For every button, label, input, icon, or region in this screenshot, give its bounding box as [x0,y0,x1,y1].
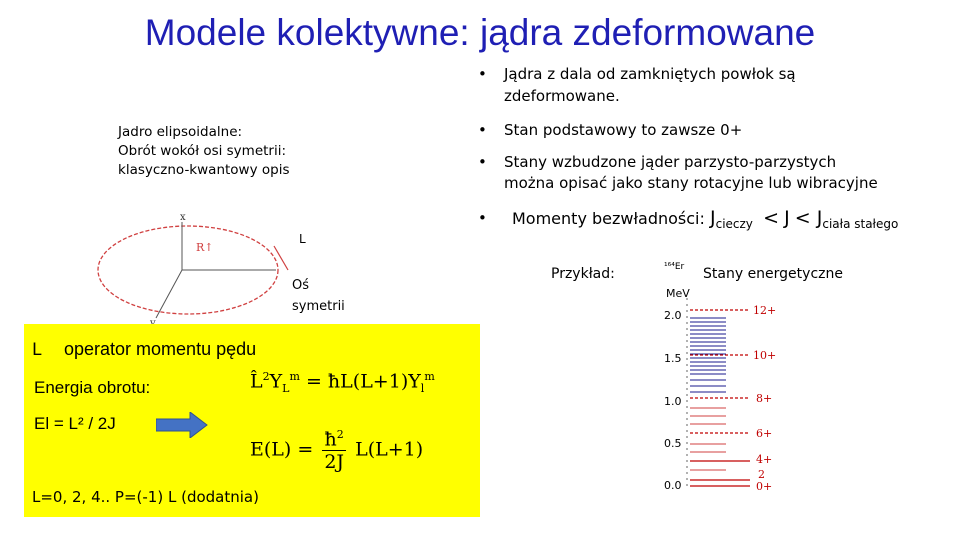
ellipsoid-diagram [96,206,356,330]
L-label: L [299,232,306,246]
moments-j2: J [784,207,790,229]
R-label: R↑ [196,241,214,254]
moments-label: Momenty bezwładności: [512,209,705,228]
spin-label: 4+ [756,453,773,466]
rotation-energy-box [24,324,480,517]
bullet-line: można opisać jako stany rotacyjne lub wibracyjne [504,174,878,192]
bullet-line: Stan podstawowy to zawsze 0+ [504,121,743,139]
note-line: Obrót wokół osi symetrii: [118,143,287,159]
right-arrow-icon [156,412,208,438]
moments-j1: J [709,207,716,229]
L-vector-line [274,246,288,270]
unit-label: MeV [666,287,690,300]
energy-level-diagram [630,258,800,498]
moments-sub1: cieczy [715,217,753,232]
axis-label-line1: Oś [292,278,310,293]
tick-label: 2.0 [664,309,682,322]
spin-label: 2 [758,468,765,481]
moments-lt1: < [763,207,779,229]
tick-label: 1.0 [664,395,682,408]
energy-equation: E(L) = $\frac{ħ^2}{2J}$ L(L+1) [250,428,424,474]
rotational-levels [690,310,750,486]
bullet-line: zdeformowane. [504,87,620,105]
x-axis-label: x [180,212,186,223]
level-lines [630,258,800,498]
note-line: Jadro elipsoidalne: [118,124,243,140]
operator-symbol: L [32,340,42,360]
bullet-line: Stany wzbudzone jąder parzysto-parzystych [504,153,837,171]
operator-text: operator momentu pędu [64,339,257,359]
moments-sub2: ciała stałego [822,217,899,232]
note-line: klasyczno-kwantowy opis [118,162,290,178]
tick-label: 1.5 [664,352,682,365]
bullet-dot: • [478,153,487,171]
energy-label: Energia obrotu: [34,378,151,397]
nucleus-note [118,123,290,180]
page-title: Modele kolektywne: jądra zdeformowane [144,12,816,53]
bullet-dot: • [478,65,487,83]
bullet-line: Jądra z dala od zamkniętych powłok są [504,65,796,83]
energy-formula: El = L² / 2J [34,414,116,433]
spin-label: 8+ [756,392,773,405]
spin-label: 6+ [756,427,773,440]
levels-title: Stany energetyczne [703,266,843,282]
example-label: Przykład: [551,266,615,282]
tick-label: 0.5 [664,437,682,450]
spin-label: 10+ [753,349,777,362]
moments-lt2: < J [794,207,823,229]
bullet-dot: • [478,209,487,227]
y-axis-line [156,270,182,318]
axis-label-line2: symetrii [292,299,345,314]
parity-footer: L=0, 2, 4.. P=(-1) L (dodatnia) [32,488,259,506]
nucleus-label: ¹⁶⁴Er [664,262,685,272]
moments-text [512,208,898,234]
spin-label: 12+ [753,304,777,317]
eigen-equation: $L̂^2Y_L^m$ = $ħL(L+1)Y_l^m$ [250,370,435,396]
tick-label: 0.0 [664,479,682,492]
spin-label: 0+ [756,480,773,493]
bullet-dot: • [478,121,487,139]
